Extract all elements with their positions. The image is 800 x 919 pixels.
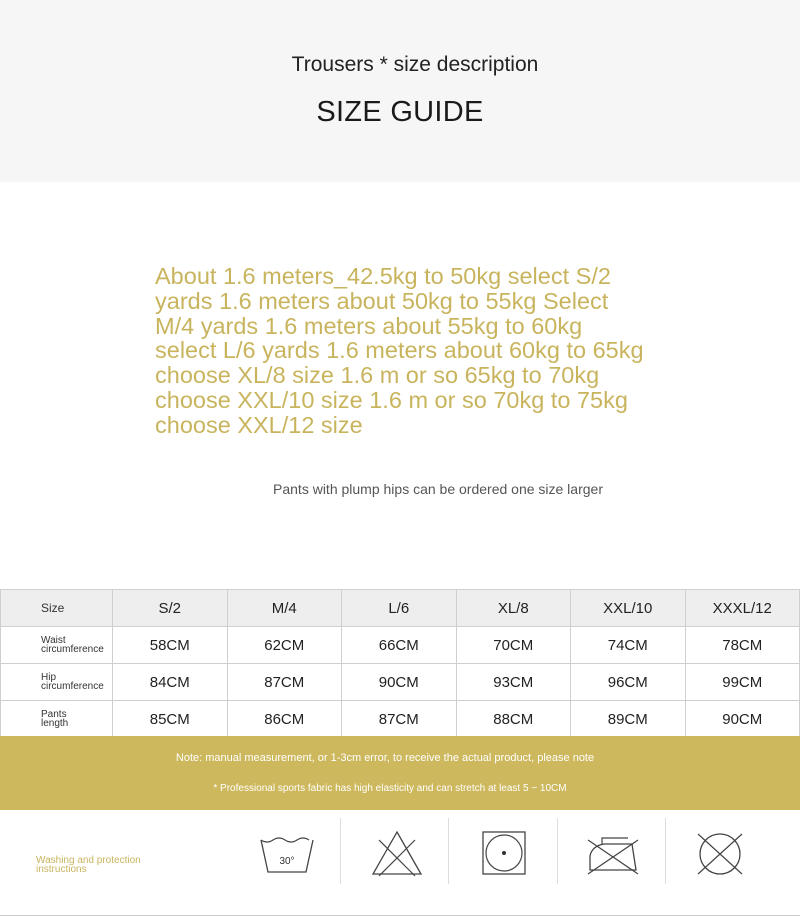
- table-row: [1, 701, 800, 738]
- measurement-note: Note: manual measurement, or 1-3cm error, to receive the actual product, please note: [175, 752, 595, 764]
- table-header-label: Size: [1, 590, 113, 627]
- row-label-line: circumference: [41, 681, 104, 692]
- row-label: [1, 664, 113, 701]
- care-label-line: instructions: [36, 864, 87, 875]
- size-recommendation-text: About 1.6 meters_42.5kg to 50kg select S/2 yards 1.6 meters about 50kg to 55kg Select M/4 yards 1.6 meters about 55kg to 60kg select L/6 yards 1.6 meters about 60kg to 65kg choose XL/8 size 1.6 m or so 65kg to 70kg choose XXL/10 size 1.6 m or so 70kg to 75kg choose XXL/12 size: [155, 263, 644, 438]
- header-band: [0, 0, 800, 182]
- size-header-cell: S/2: [113, 590, 228, 627]
- care-divider: [665, 818, 666, 884]
- elasticity-note: * Professional sports fabric has high elasticity and can stretch at least 5 ~ 10CM: [213, 783, 567, 794]
- row-label-line: circumference: [41, 644, 104, 655]
- table-cell: 70CM: [456, 627, 571, 664]
- size-header-cell: XL/8: [456, 590, 571, 627]
- no-dry-clean-icon: [690, 826, 750, 882]
- bottom-divider: [0, 915, 800, 916]
- size-header-cell: L/6: [342, 590, 457, 627]
- care-label: [36, 856, 141, 874]
- table-cell: 89CM: [571, 701, 686, 738]
- row-label-line: Pants: [41, 709, 67, 720]
- table-cell: 62CM: [227, 627, 342, 664]
- row-label-line: Hip: [41, 672, 57, 683]
- table-cell: 90CM: [342, 664, 457, 701]
- size-header-cell: M/4: [227, 590, 342, 627]
- size-header-cell: XXL/10: [571, 590, 686, 627]
- table-cell: 93CM: [456, 664, 571, 701]
- page-title: SIZE GUIDE: [316, 96, 484, 128]
- table-cell: 99CM: [685, 664, 800, 701]
- care-label-line: Washing and protection: [36, 855, 141, 866]
- row-label-line: Waist: [41, 635, 66, 646]
- row-label: [1, 627, 113, 664]
- wash-temp-label: 30°: [279, 856, 295, 867]
- table-cell: 88CM: [456, 701, 571, 738]
- table-cell: 58CM: [113, 627, 228, 664]
- table-cell: 78CM: [685, 627, 800, 664]
- table-cell: 74CM: [571, 627, 686, 664]
- table-cell: 85CM: [113, 701, 228, 738]
- row-label-line: length: [41, 718, 69, 729]
- care-divider: [448, 818, 449, 884]
- table-cell: 86CM: [227, 701, 342, 738]
- table-cell: 66CM: [342, 627, 457, 664]
- table-cell: 96CM: [571, 664, 686, 701]
- size-tip-note: Pants with plump hips can be ordered one size larger: [273, 481, 603, 497]
- table-header-row: [1, 590, 800, 627]
- size-table: [0, 589, 800, 738]
- no-iron-icon: [582, 826, 642, 882]
- no-bleach-icon: [367, 826, 427, 882]
- row-label: [1, 701, 113, 738]
- table-row: [1, 664, 800, 701]
- table-row: [1, 627, 800, 664]
- header-subtitle: Trousers * size description: [291, 53, 539, 76]
- tumble-dry-low-icon: [476, 826, 536, 882]
- care-divider: [340, 818, 341, 884]
- size-header-cell: XXXL/12: [685, 590, 800, 627]
- notes-band: [0, 736, 800, 810]
- table-cell: 90CM: [685, 701, 800, 738]
- table-cell: 87CM: [342, 701, 457, 738]
- table-cell: 84CM: [113, 664, 228, 701]
- care-divider: [557, 818, 558, 884]
- table-cell: 87CM: [227, 664, 342, 701]
- wash-30-icon: [257, 826, 317, 882]
